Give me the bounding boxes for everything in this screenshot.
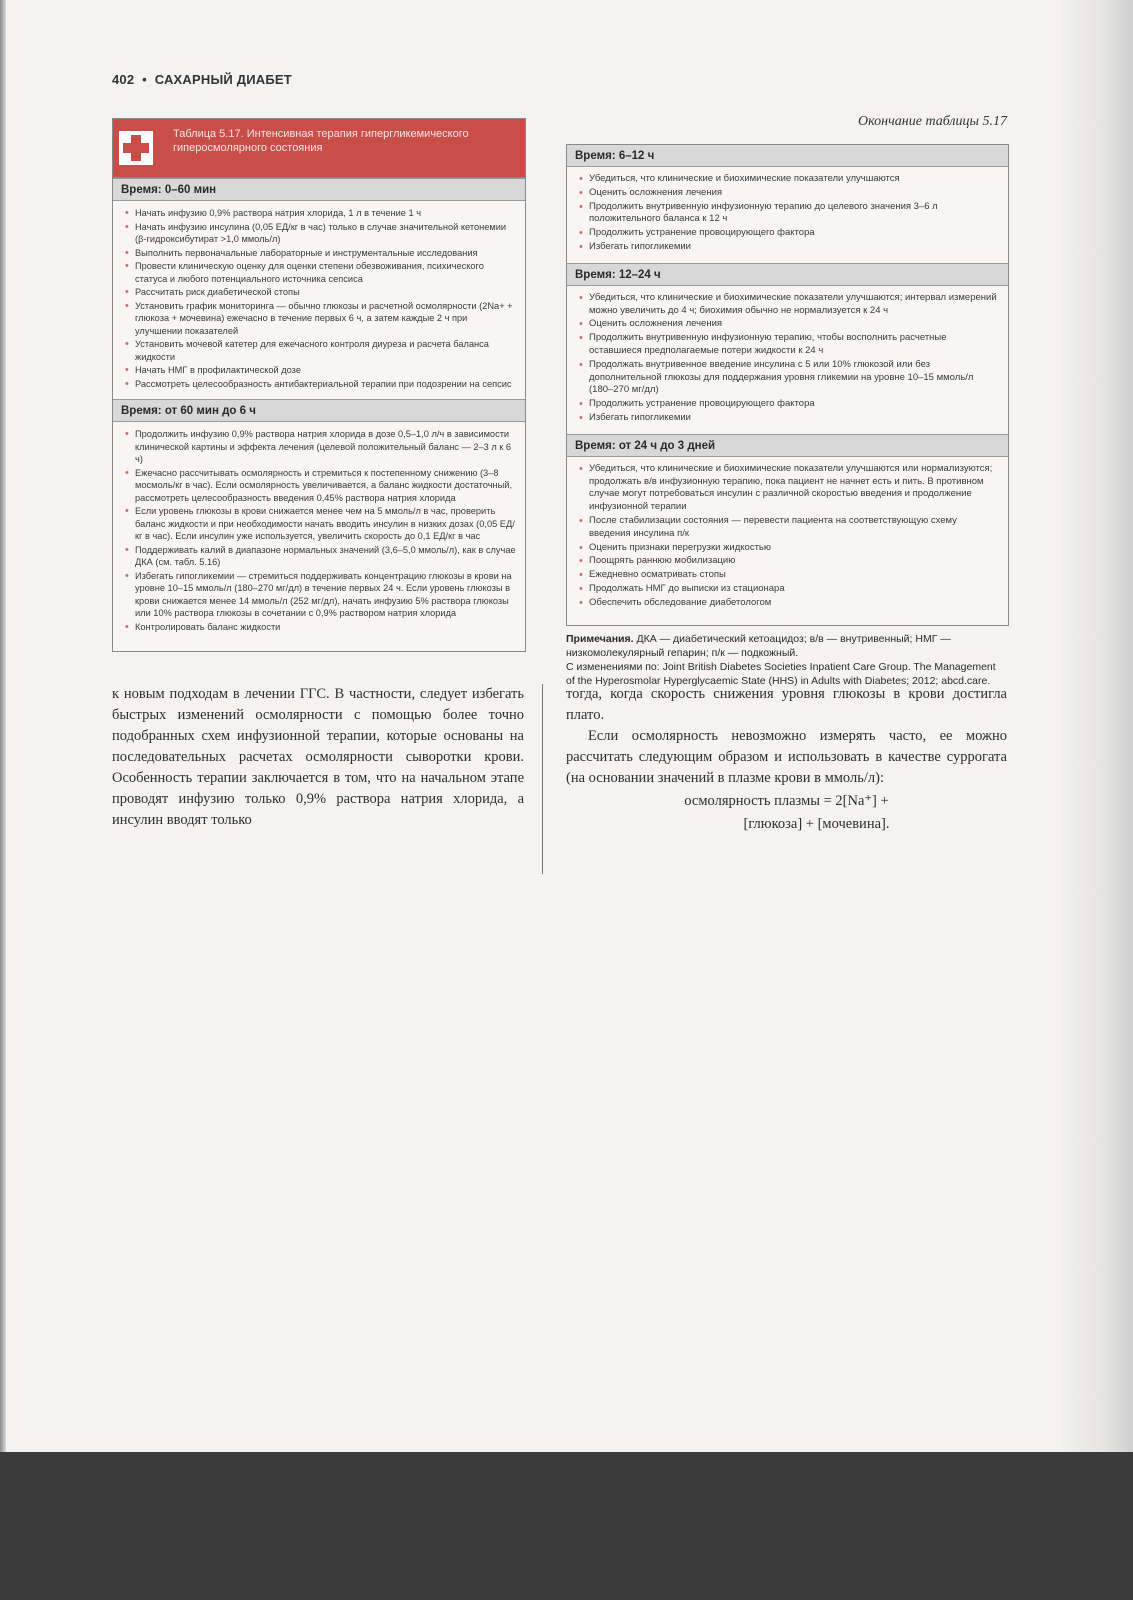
section-heading: Время: 12–24 ч — [567, 263, 1008, 286]
list-item: • Если уровень глюкозы в крови снижается менее чем на 5 ммоль/л в час, проверить баланс жидкости и при необходимости начать вводить инсулин в низких дозах (0,05 ЕД/кг в час). Если инсулин уже используется, увеличить скорость до 0,1 ЕД/кг в час — [135, 505, 517, 543]
scan-background — [0, 1452, 1133, 1600]
body-text-left — [112, 684, 524, 831]
section-heading: Время: 6–12 ч — [567, 145, 1008, 167]
running-head-separator: • — [142, 72, 147, 87]
list-item: • Провести клиническую оценку для оценки степени обезвоживания, психического статуса и любого потенциального источника сепсиса — [135, 260, 517, 285]
section-heading: Время: 0–60 мин — [113, 178, 525, 201]
list-item: • Избегать гипогликемии — стремиться поддерживать концентрацию глюкозы в крови на уровне 10–15 ммоль/л (180–270 мг/дл) в течение первых 24 ч. Если уровень глюкозы в крови снижается менее 14 ммоль/л (252 мг/дл), начать инфузию 5% раствора глюкозы или 10% раствора глюкозы в сочетании с 0,9% раствором натрия хлорида — [135, 570, 517, 620]
list-item: • Оценить осложнения лечения — [589, 318, 1000, 331]
list-item: • Рассчитать риск диабетической стопы — [135, 286, 517, 299]
list-item: • Контролировать баланс жидкости — [135, 621, 517, 634]
list-item: • Рассмотреть целесообразность антибактериальной терапии при подозрении на сепсис — [135, 378, 517, 391]
body-paragraph: тогда, когда скорость снижения уровня глюкозы в крови достигла плато. — [566, 686, 1007, 723]
body-paragraph: Если осмолярность невозможно измерять часто, ее можно рассчитать следующим образом и использовать в качестве суррогата (на основании значений в плазме крови в ммоль/л): — [566, 728, 1007, 786]
section-heading: Время: от 24 ч до 3 дней — [567, 434, 1008, 457]
list-item: • После стабилизации состояния — перевести пациента на соответствующую схему введения инсулина п/к — [589, 515, 1000, 541]
table-notes — [566, 632, 1007, 688]
body-text-right — [566, 684, 1007, 835]
formula-line: [глюкоза] + [мочевина]. — [743, 816, 890, 832]
list-item: • Поощрять раннюю мобилизацию — [589, 555, 1000, 568]
table-right-sections — [567, 145, 1008, 619]
notes-text: ДКА — диабетический кетоацидоз; в/в — внутривенный; НМГ — низкомолекулярный гепарин; п/к — подкожный. — [566, 633, 951, 659]
list-item: • Обеспечить обследование диабетологом — [589, 597, 1000, 610]
page-number: 402 — [112, 72, 135, 87]
list-item: • Продолжать внутривенное введение инсулина с 5 или 10% глюкозой или без дополнительной глюкозы для поддержания уровня гликемии на уровне 10–15 ммоль/л (180–270 мг/дл) — [589, 359, 1000, 397]
chapter-title: САХАРНЫЙ ДИАБЕТ — [154, 72, 292, 87]
table-title: Таблица 5.17. Интенсивная терапия гипергликемического гиперосмолярного состояния — [173, 128, 469, 154]
page-edge-shadow — [1063, 0, 1133, 1452]
source-text: Joint British Diabetes Societies Inpatient Care Group. The Management of the Hyperosmolar Hyperglycaemic State (HHS) in Adults with Diabetes; 2012; abcd.care. — [566, 661, 996, 687]
list-item: • Убедиться, что клинические и биохимические показатели улучшаются или нормализуются; продолжать в/в инфузионную терапию, пока пациент не начнет есть и пить. В противном случае могут потребоваться инсулин с различной скоростью введения и продолжение инфузионной терапии — [589, 463, 1000, 514]
medical-cross-icon — [119, 131, 153, 165]
list-item: • Выполнить первоначальные лабораторные и инструментальные исследования — [135, 247, 517, 260]
list-item: • Ежечасно рассчитывать осмолярность и стремиться к постепенному снижению (3–8 мосмоль/кг в час). Если осмолярность увеличивается, а баланс жидкости достаточный, рассмотреть целесообразность введения 0,45% раствора натрия хлорида — [135, 467, 517, 505]
list-item: • Продолжить устранение провоцирующего фактора — [589, 398, 1000, 411]
formula-line: осмолярность плазмы = 2[Na⁺] + — [684, 793, 889, 809]
list-item: • Продолжить инфузию 0,9% раствора натрия хлорида в дозе 0,5–1,0 л/ч в зависимости клинической картины и эффекта лечения (целевой положительный баланс — 2–3 л к 6 ч) — [135, 428, 517, 466]
list-item: • Продолжить внутривенную инфузионную терапию, чтобы восполнить расчетные оставшиеся предполагаемые потери жидкости к 24 ч — [589, 332, 1000, 358]
list-item: • Установить график мониторинга — обычно глюкозы и расчетной осмолярности (2Na+ + глюкоза + мочевина) ежечасно в течение первых 6 ч, а затем каждые 2 ч при улучшении показателей — [135, 300, 517, 338]
table-right-part — [566, 144, 1009, 626]
list-item: • Начать инфузию 0,9% раствора натрия хлорида, 1 л в течение 1 ч — [135, 207, 517, 220]
list-item: • Убедиться, что клинические и биохимические показатели улучшаются — [589, 173, 1000, 186]
list-item: • Установить мочевой катетер для ежечасного контроля диуреза и расчета баланса жидкости — [135, 338, 517, 363]
section-item-list — [113, 201, 525, 399]
body-paragraph: к новым подходам в лечении ГГС. В частности, следует избегать быстрых изменений осмолярности с помощью более точно подобранных схем инфузионной терапии, которые основаны на последовательных расчетах осмолярности сыворотки крови. Особенность терапии заключается в том, что на начальном этапе проводят инфузию только 0,9% раствора натрия хлорида, а инсулин вводят только — [112, 686, 524, 828]
source-label: С изменениями по: — [566, 661, 660, 673]
section-item-list — [567, 167, 1008, 263]
section-item-list — [567, 457, 1008, 619]
list-item: • Начать инфузию инсулина (0,05 ЕД/кг в час) только в случае значительной кетонемии (β-гидроксибутират >1,0 ммоль/л) — [135, 221, 517, 246]
table-header — [113, 119, 525, 178]
list-item: • Продолжать НМГ до выписки из стационара — [589, 583, 1000, 596]
notes-label: Примечания. — [566, 633, 634, 645]
table-left-part — [112, 118, 526, 652]
list-item: • Поддерживать калий в диапазоне нормальных значений (3,6–5,0 ммоль/л), как в случае ДКА (см. табл. 5.16) — [135, 544, 517, 569]
page-binding-shadow — [0, 0, 6, 1452]
list-item: • Ежедневно осматривать стопы — [589, 569, 1000, 582]
list-item: • Избегать гипогликемии — [589, 241, 1000, 254]
running-head — [112, 72, 292, 87]
section-heading: Время: от 60 мин до 6 ч — [113, 399, 525, 422]
list-item: • Убедиться, что клинические и биохимические показатели улучшаются; интервал измерений можно увеличить до 4 ч; биохимия обычно не нормализуется к 24 ч — [589, 292, 1000, 318]
column-rule — [542, 684, 543, 874]
list-item: • Продолжить внутривенную инфузионную терапию до целевого значения 3–6 л положительного баланса к 12 ч — [589, 201, 1000, 227]
list-item: • Продолжить устранение провоцирующего фактора — [589, 227, 1000, 240]
table-left-sections — [113, 178, 525, 642]
list-item: • Оценить признаки перегрузки жидкостью — [589, 542, 1000, 555]
table-continuation-label: Окончание таблицы 5.17 — [858, 114, 1007, 129]
list-item: • Оценить осложнения лечения — [589, 187, 1000, 200]
section-item-list — [113, 422, 525, 642]
list-item: • Избегать гипогликемии — [589, 412, 1000, 425]
section-item-list — [567, 286, 1008, 434]
list-item: • Начать НМГ в профилактической дозе — [135, 364, 517, 377]
